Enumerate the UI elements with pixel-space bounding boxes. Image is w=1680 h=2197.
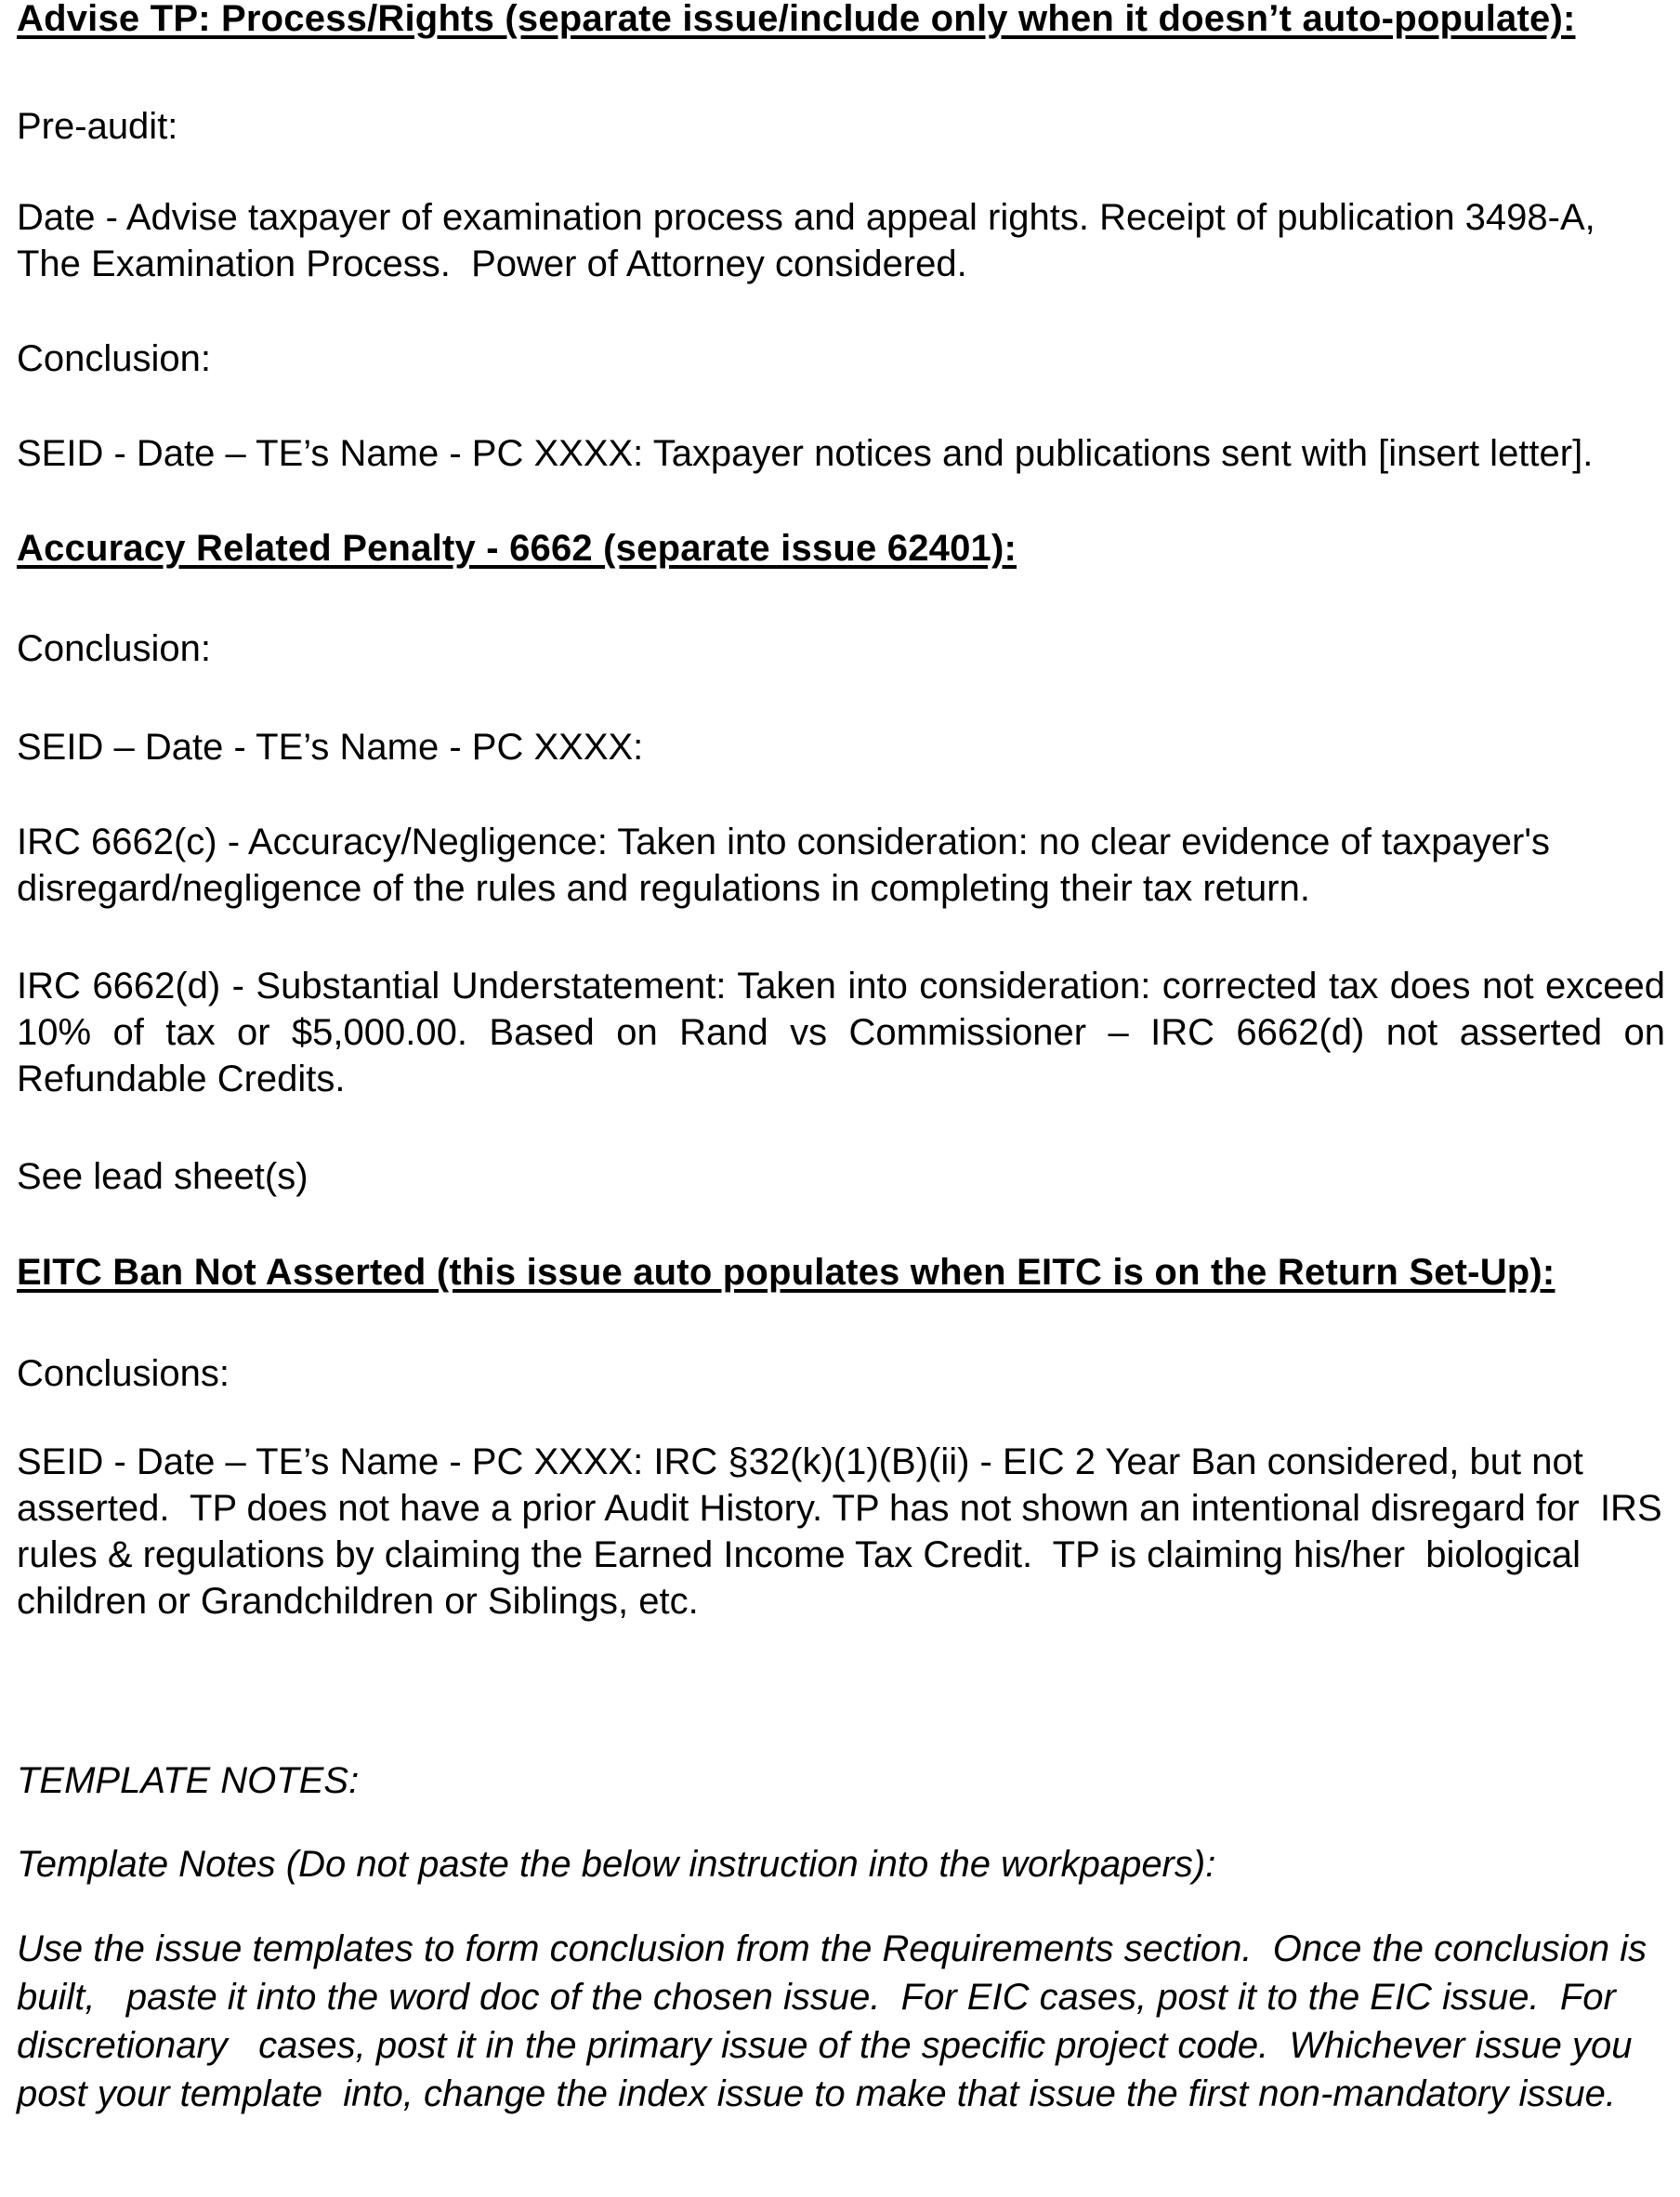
paragraph-seid-taxpayer-notices: SEID - Date – TE’s Name - PC XXXX: Taxpayer notices and publications sent with [insert letter]. — [17, 433, 1594, 474]
paragraph-conclusions-label: Conclusions: — [17, 1353, 230, 1394]
heading-advise-tp-process-rights: Advise TP: Process/Rights (separate issue/include only when it doesn’t auto-populate): — [17, 0, 1576, 39]
paragraph-advise-taxpayer-examination: Date - Advise taxpayer of examination process and appeal rights. Receipt of publication 3498-A, The Examination Process. Power of Attorney considered. — [17, 197, 1616, 284]
heading-accuracy-related-penalty: Accuracy Related Penalty - 6662 (separate issue 62401): — [17, 528, 1017, 569]
paragraph-irc-6662d-substantial-understatement: IRC 6662(d) - Substantial Understatement: Taken into consideration: corrected tax does not exceed 10% of tax or $5,000.00. Based on Rand vs Commissioner – IRC 6662(d) not asserted on Refundable Credits. — [17, 966, 1665, 1099]
template-notes-title: TEMPLATE NOTES: — [17, 1760, 360, 1801]
paragraph-irc-6662c-accuracy-negligence: IRC 6662(c) - Accuracy/Negligence: Taken into consideration: no clear evidence of taxpayer's disregard/negligence of the rules and regulations in completing their tax return. — [17, 822, 1561, 909]
paragraph-seid-eic-two-year-ban: SEID - Date – TE’s Name - PC XXXX: IRC §32(k)(1)(B)(ii) - EIC 2 Year Ban considered, but not asserted. TP does not have a prior Audit History. TP has not shown an intentional disregard for IRS rules & regulations by claiming the Earned Income Tax Credit. TP is claiming his/her biological children or Grandchildren or Siblings, etc. — [17, 1441, 1673, 1622]
paragraph-pre-audit-label: Pre-audit: — [17, 106, 178, 147]
paragraph-conclusion-label-2: Conclusion: — [17, 628, 212, 669]
heading-eitc-ban-not-asserted: EITC Ban Not Asserted (this issue auto populates when EITC is on the Return Set-Up): — [17, 1252, 1555, 1293]
paragraph-conclusion-label-1: Conclusion: — [17, 338, 212, 379]
template-notes-instructions: Use the issue templates to form conclusion from the Requirements section. Once the conclusion is built, paste it into the word doc of the chosen issue. For EIC cases, post it to the EIC issue. For discretionary cases, post it in the primary issue of the specific project code. Whichever issue you post your template into, change the index issue to make that issue the first non-mandatory issue. — [17, 1928, 1658, 2114]
paragraph-seid-date-te-name: SEID – Date - TE’s Name - PC XXXX: — [17, 727, 644, 768]
paragraph-see-lead-sheets: See lead sheet(s) — [17, 1156, 308, 1197]
template-notes-subtitle: Template Notes (Do not paste the below instruction into the workpapers): — [17, 1844, 1216, 1885]
